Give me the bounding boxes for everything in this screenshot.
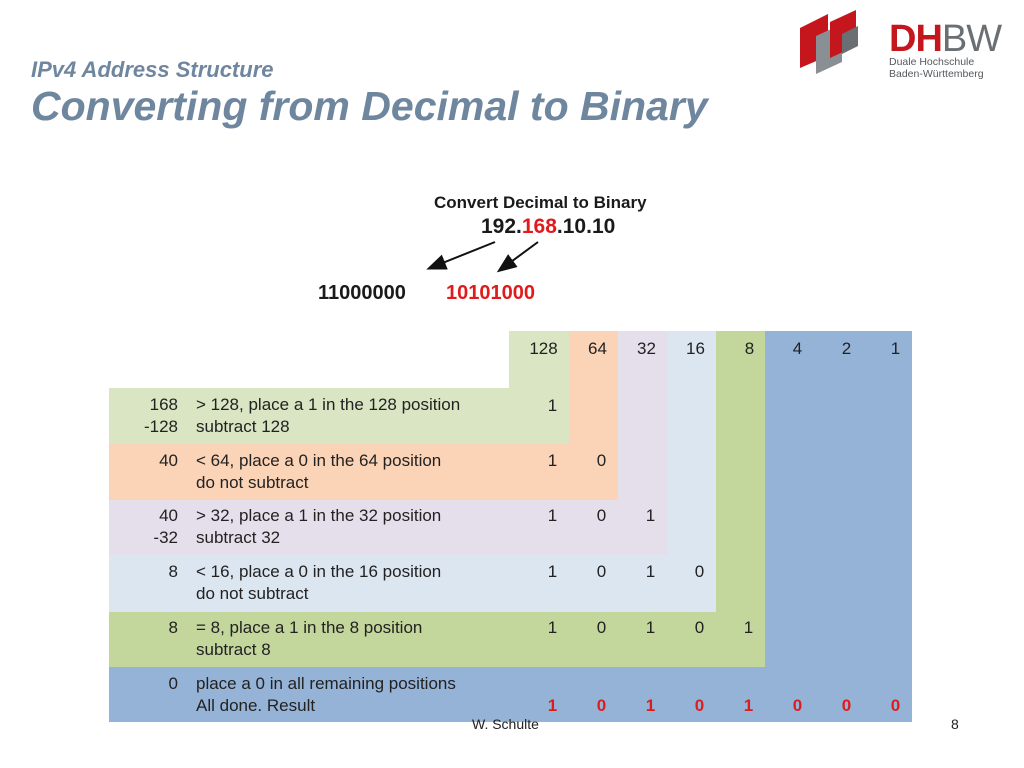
row-description: > 128, place a 1 in the 128 position bbox=[196, 395, 461, 414]
row-decimal: 0 bbox=[168, 674, 178, 693]
arrows bbox=[420, 236, 560, 281]
slide-title: Converting from Decimal to Binary bbox=[31, 83, 708, 129]
result-bit: 1 bbox=[743, 696, 754, 715]
slide-subtitle: IPv4 Address Structure bbox=[31, 57, 274, 82]
row-decimal: 168 bbox=[149, 395, 178, 414]
bit-cell: 0 bbox=[596, 562, 607, 581]
column-header: 1 bbox=[890, 339, 901, 358]
bit-cell: 1 bbox=[645, 618, 656, 637]
result-bit: 0 bbox=[596, 696, 607, 715]
bit-cell: 0 bbox=[694, 618, 705, 637]
row-description: = 8, place a 1 in the 8 position bbox=[196, 618, 423, 637]
column-header: 16 bbox=[686, 339, 705, 358]
result-bit: 1 bbox=[645, 696, 656, 715]
row-description: > 32, place a 1 in the 32 position bbox=[196, 506, 442, 525]
bit-cell: 1 bbox=[645, 506, 656, 525]
result-bit: 1 bbox=[547, 696, 558, 715]
result-bit: 0 bbox=[694, 696, 705, 715]
column-header: 32 bbox=[637, 339, 656, 358]
row-decimal: 40 bbox=[159, 451, 178, 470]
column-header: 8 bbox=[744, 339, 755, 358]
page-number: 8 bbox=[951, 716, 959, 732]
row-description: do not subtract bbox=[196, 584, 309, 603]
logo-subtitle: Duale Hochschule Baden-Württemberg bbox=[889, 56, 984, 80]
bit-cell: 1 bbox=[547, 451, 558, 470]
bit-cell: 1 bbox=[743, 618, 754, 637]
ip-address: 192.168.10.10 bbox=[481, 215, 616, 238]
bit-cell: 1 bbox=[547, 396, 558, 415]
bit-cell: 0 bbox=[596, 618, 607, 637]
result-bit: 0 bbox=[890, 696, 901, 715]
bit-cell: 1 bbox=[547, 506, 558, 525]
bit-cell: 1 bbox=[645, 562, 656, 581]
bit-cell: 1 bbox=[547, 562, 558, 581]
row-decimal: 40 bbox=[159, 506, 178, 525]
row-description: < 16, place a 0 in the 16 position bbox=[196, 562, 442, 581]
row-description: place a 0 in all remaining positions bbox=[196, 674, 456, 693]
bit-cell: 1 bbox=[547, 618, 558, 637]
bit-cell: 0 bbox=[596, 451, 607, 470]
binary-second-octet: 10101000 bbox=[446, 282, 535, 304]
row-description: subtract 8 bbox=[196, 640, 271, 659]
result-bit: 0 bbox=[792, 696, 803, 715]
row-description: do not subtract bbox=[196, 473, 309, 492]
row-description: All done. Result bbox=[196, 696, 316, 715]
row-decimal: 8 bbox=[168, 562, 178, 581]
bit-cell: 0 bbox=[694, 562, 705, 581]
row-decimal: -128 bbox=[143, 417, 178, 436]
row-description: subtract 128 bbox=[196, 417, 290, 436]
convert-heading: Convert Decimal to Binary bbox=[434, 193, 647, 212]
column-header: 4 bbox=[792, 339, 803, 358]
footer-author: W. Schulte bbox=[472, 716, 539, 732]
column-header: 128 bbox=[529, 339, 558, 358]
column-header: 2 bbox=[841, 339, 852, 358]
row-decimal: 8 bbox=[168, 618, 178, 637]
row-decimal: -32 bbox=[153, 528, 178, 547]
row-description: subtract 32 bbox=[196, 528, 281, 547]
binary-first-octet: 11000000 bbox=[318, 282, 406, 304]
result-bit: 0 bbox=[841, 696, 852, 715]
bit-cell: 0 bbox=[596, 506, 607, 525]
row-description: < 64, place a 0 in the 64 position bbox=[196, 451, 442, 470]
column-header: 64 bbox=[588, 339, 607, 358]
logo-wordmark: DHBW bbox=[889, 18, 1002, 60]
